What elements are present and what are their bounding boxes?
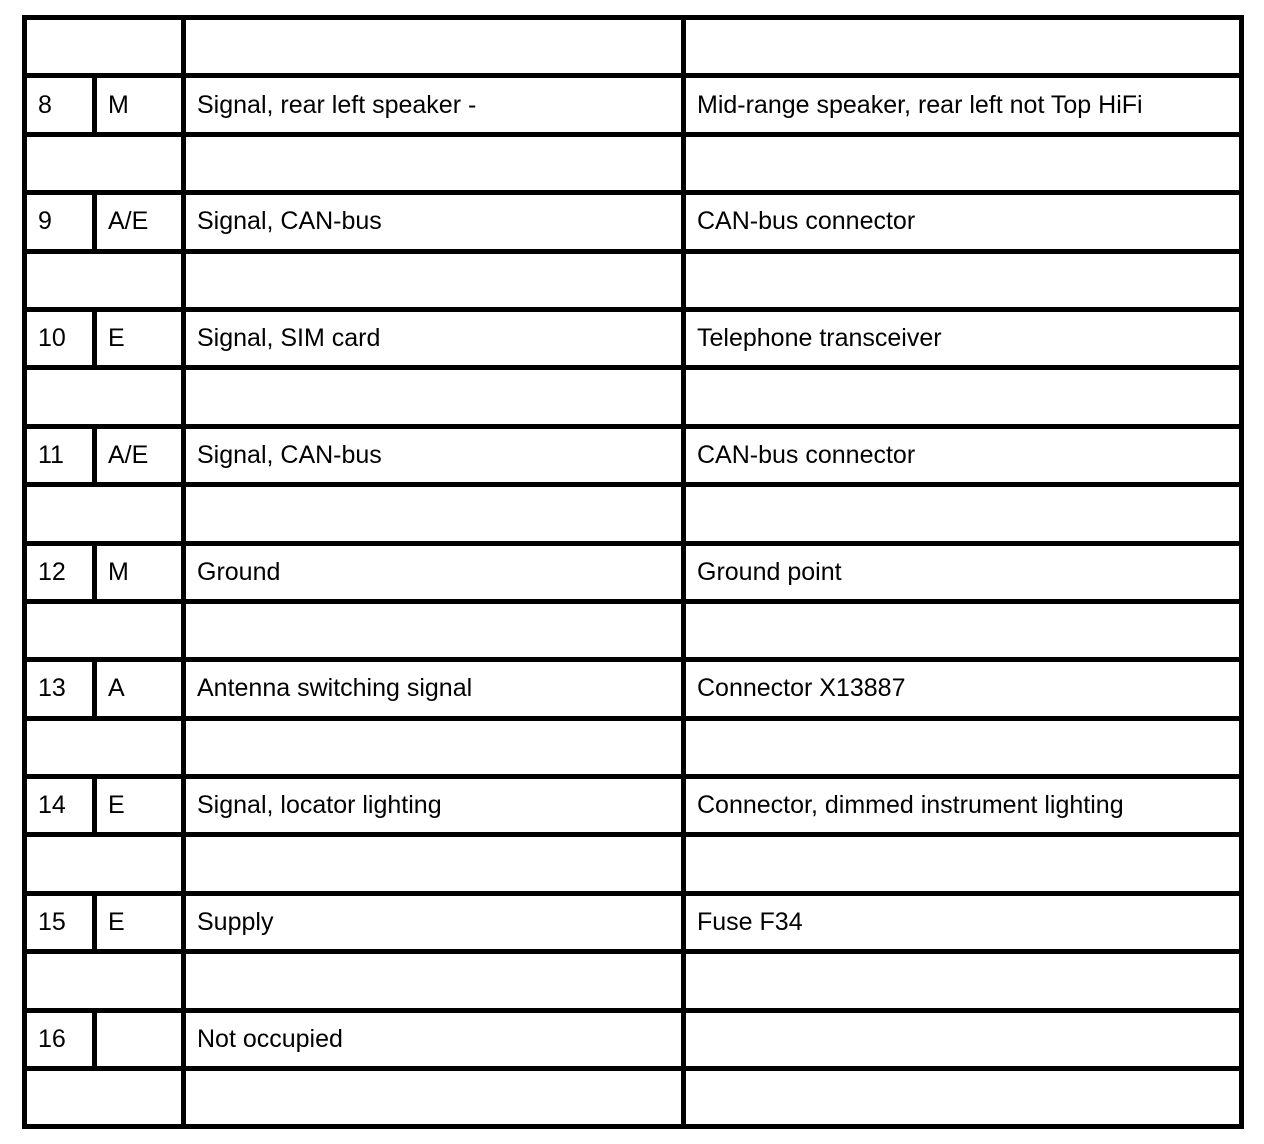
spacer-row — [25, 251, 1242, 309]
spacer-row — [25, 485, 1242, 543]
table-row — [25, 76, 1242, 134]
table-row — [25, 1010, 1242, 1068]
empty-cell — [184, 835, 684, 893]
spacer-row — [25, 952, 1242, 1010]
description-cell: Signal, SIM card — [184, 309, 684, 367]
destination-cell: Connector, dimmed instrument lighting — [684, 777, 1242, 835]
description-cell: Not occupied — [184, 1010, 684, 1068]
spacer-row — [25, 134, 1242, 192]
spacer-row — [25, 835, 1242, 893]
pin-number-cell: 14 — [25, 777, 95, 835]
pin-number-cell: 9 — [25, 193, 95, 251]
empty-cell — [684, 835, 1242, 893]
description-cell: Ground — [184, 543, 684, 601]
description-cell: Antenna switching signal — [184, 660, 684, 718]
spacer-row — [25, 718, 1242, 776]
table-row — [25, 543, 1242, 601]
description-cell: Signal, CAN-bus — [184, 426, 684, 484]
empty-cell — [684, 718, 1242, 776]
empty-cell — [684, 134, 1242, 192]
empty-cell — [684, 485, 1242, 543]
empty-cell — [184, 1069, 684, 1127]
table-row — [25, 893, 1242, 951]
empty-cell — [684, 368, 1242, 426]
table-row — [25, 660, 1242, 718]
empty-cell — [25, 251, 184, 309]
destination-cell: Fuse F34 — [684, 893, 1242, 951]
pin-number-cell: 11 — [25, 426, 95, 484]
table-row — [25, 193, 1242, 251]
empty-cell — [184, 718, 684, 776]
pin-table-body — [25, 18, 1242, 1127]
empty-cell — [184, 368, 684, 426]
pin-number-cell: 8 — [25, 76, 95, 134]
empty-cell — [184, 952, 684, 1010]
destination-cell: Connector X13887 — [684, 660, 1242, 718]
empty-cell — [684, 1069, 1242, 1127]
pin-number-cell: 15 — [25, 893, 95, 951]
empty-cell — [25, 18, 184, 76]
empty-cell — [25, 485, 184, 543]
empty-cell — [25, 1069, 184, 1127]
empty-cell — [684, 251, 1242, 309]
signal-type-cell: E — [95, 777, 184, 835]
spacer-row — [25, 601, 1242, 659]
signal-type-cell: M — [95, 543, 184, 601]
table-row — [25, 426, 1242, 484]
pin-number-cell: 13 — [25, 660, 95, 718]
spacer-row — [25, 18, 1242, 76]
table-row — [25, 309, 1242, 367]
empty-cell — [684, 952, 1242, 1010]
empty-cell — [25, 368, 184, 426]
destination-cell: Mid-range speaker, rear left not Top HiFi — [684, 76, 1242, 134]
empty-cell — [25, 601, 184, 659]
pin-number-cell: 10 — [25, 309, 95, 367]
empty-cell — [684, 18, 1242, 76]
description-cell: Signal, CAN-bus — [184, 193, 684, 251]
destination-cell: Ground point — [684, 543, 1242, 601]
empty-cell — [25, 952, 184, 1010]
signal-type-cell: A — [95, 660, 184, 718]
description-cell: Supply — [184, 893, 684, 951]
signal-type-cell: E — [95, 309, 184, 367]
destination-cell — [684, 1010, 1242, 1068]
signal-type-cell: A/E — [95, 193, 184, 251]
spacer-row — [25, 1069, 1242, 1127]
description-cell: Signal, rear left speaker - — [184, 76, 684, 134]
empty-cell — [684, 601, 1242, 659]
signal-type-cell: E — [95, 893, 184, 951]
pin-number-cell: 12 — [25, 543, 95, 601]
destination-cell: Telephone transceiver — [684, 309, 1242, 367]
pin-number-cell: 16 — [25, 1010, 95, 1068]
destination-cell: CAN-bus connector — [684, 426, 1242, 484]
empty-cell — [25, 835, 184, 893]
signal-type-cell: A/E — [95, 426, 184, 484]
empty-cell — [184, 485, 684, 543]
spacer-row — [25, 368, 1242, 426]
empty-cell — [25, 718, 184, 776]
empty-cell — [25, 134, 184, 192]
empty-cell — [184, 601, 684, 659]
table-row — [25, 777, 1242, 835]
empty-cell — [184, 134, 684, 192]
destination-cell: CAN-bus connector — [684, 193, 1242, 251]
empty-cell — [184, 18, 684, 76]
signal-type-cell: M — [95, 76, 184, 134]
signal-type-cell — [95, 1010, 184, 1068]
empty-cell — [184, 251, 684, 309]
description-cell: Signal, locator lighting — [184, 777, 684, 835]
pin-assignment-table — [22, 15, 1244, 1129]
